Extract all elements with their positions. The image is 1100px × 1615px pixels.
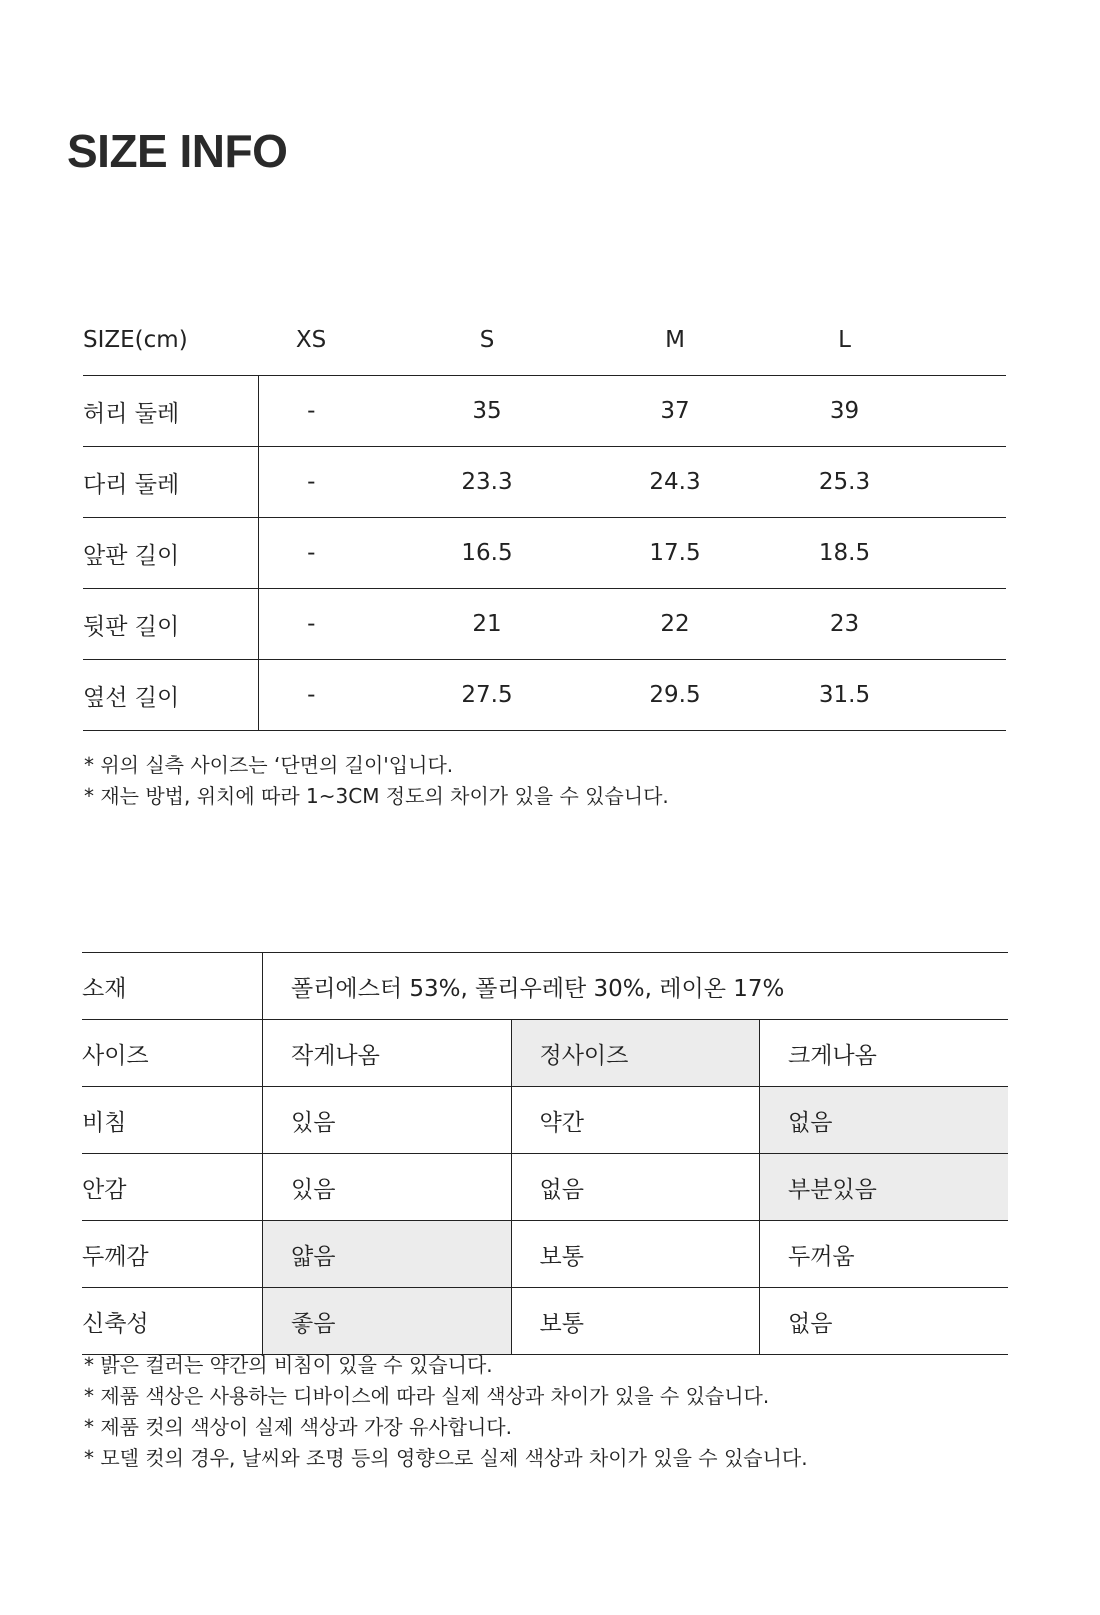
cell-s: 23.3 [364, 447, 610, 518]
option-cell: 부분있음 [760, 1154, 1009, 1221]
table-row [83, 447, 1006, 518]
option-cell: 없음 [760, 1288, 1009, 1355]
size-header-s: S [479, 327, 495, 353]
option-cell: 있음 [263, 1154, 512, 1221]
cell-xs: - [258, 518, 364, 589]
row-label: 다리 둘레 [83, 447, 258, 518]
row-label: 두께감 [82, 1221, 263, 1288]
cell-spacer [949, 447, 1006, 518]
option-cell: 좋음 [263, 1288, 512, 1355]
fabric-row-thickness [82, 1221, 1008, 1288]
option-cell: 크게나옴 [760, 1020, 1009, 1087]
cell-m: 37 [610, 376, 740, 447]
material-value: 폴리에스터 53%, 폴리우레탄 30%, 레이온 17% [263, 953, 1009, 1020]
size-header-l: L [838, 327, 851, 353]
cell-xs: - [258, 447, 364, 518]
option-cell: 작게나옴 [263, 1020, 512, 1087]
option-cell: 약간 [511, 1087, 760, 1154]
cell-s: 16.5 [364, 518, 610, 589]
row-label: 허리 둘레 [83, 376, 258, 447]
row-label: 소재 [82, 953, 263, 1020]
cell-s: 35 [364, 376, 610, 447]
cell-m: 22 [610, 589, 740, 660]
row-label: 옆선 길이 [83, 660, 258, 731]
cell-l: 23 [740, 589, 949, 660]
fabric-row-size [82, 1020, 1008, 1087]
row-label: 신축성 [82, 1288, 263, 1355]
size-table-header-row [83, 305, 1006, 376]
size-header-m: M [665, 327, 685, 353]
fabric-row-lining [82, 1154, 1008, 1221]
size-header-label: SIZE(cm) [83, 327, 188, 353]
note-item: * 재는 방법, 위치에 따라 1~3CM 정도의 차이가 있을 수 있습니다. [84, 784, 669, 808]
size-table [83, 305, 1006, 731]
row-label: 비침 [82, 1087, 263, 1154]
page-title: SIZE INFO [67, 125, 288, 177]
cell-m: 29.5 [610, 660, 740, 731]
note-item: * 제품 컷의 색상이 실제 색상과 가장 유사합니다. [84, 1415, 512, 1439]
cell-spacer [949, 518, 1006, 589]
fabric-row-transparency [82, 1087, 1008, 1154]
size-header-spacer [949, 305, 1006, 376]
option-cell: 보통 [511, 1221, 760, 1288]
cell-xs: - [258, 660, 364, 731]
fabric-table [82, 952, 1008, 1355]
option-cell: 있음 [263, 1087, 512, 1154]
note-item: * 밝은 컬러는 약간의 비침이 있을 수 있습니다. [84, 1353, 493, 1377]
option-cell: 두꺼움 [760, 1221, 1009, 1288]
material-row [82, 953, 1008, 1020]
row-label: 뒷판 길이 [83, 589, 258, 660]
size-header-xs: XS [295, 327, 327, 353]
cell-s: 21 [364, 589, 610, 660]
option-cell: 보통 [511, 1288, 760, 1355]
note-item: * 제품 색상은 사용하는 디바이스에 따라 실제 색상과 차이가 있을 수 있습니다. [84, 1384, 770, 1408]
note-item: * 모델 컷의 경우, 날씨와 조명 등의 영향으로 실제 색상과 차이가 있을 수 있습니다. [84, 1446, 808, 1470]
fabric-notes [84, 1350, 808, 1474]
cell-spacer [949, 589, 1006, 660]
option-cell: 얇음 [263, 1221, 512, 1288]
size-notes [84, 750, 669, 812]
option-cell: 없음 [511, 1154, 760, 1221]
row-label: 안감 [82, 1154, 263, 1221]
cell-xs: - [258, 376, 364, 447]
row-label: 앞판 길이 [83, 518, 258, 589]
note-item: * 위의 실측 사이즈는 ‘단면의 길이'입니다. [84, 753, 454, 777]
cell-l: 25.3 [740, 447, 949, 518]
row-label: 사이즈 [82, 1020, 263, 1087]
table-row [83, 518, 1006, 589]
cell-m: 24.3 [610, 447, 740, 518]
cell-spacer [949, 376, 1006, 447]
cell-l: 31.5 [740, 660, 949, 731]
cell-xs: - [258, 589, 364, 660]
cell-spacer [949, 660, 1006, 731]
table-row [83, 660, 1006, 731]
option-cell: 정사이즈 [511, 1020, 760, 1087]
option-cell: 없음 [760, 1087, 1009, 1154]
cell-s: 27.5 [364, 660, 610, 731]
cell-m: 17.5 [610, 518, 740, 589]
table-row [83, 589, 1006, 660]
cell-l: 18.5 [740, 518, 949, 589]
table-row [83, 376, 1006, 447]
cell-l: 39 [740, 376, 949, 447]
fabric-row-stretch [82, 1288, 1008, 1355]
